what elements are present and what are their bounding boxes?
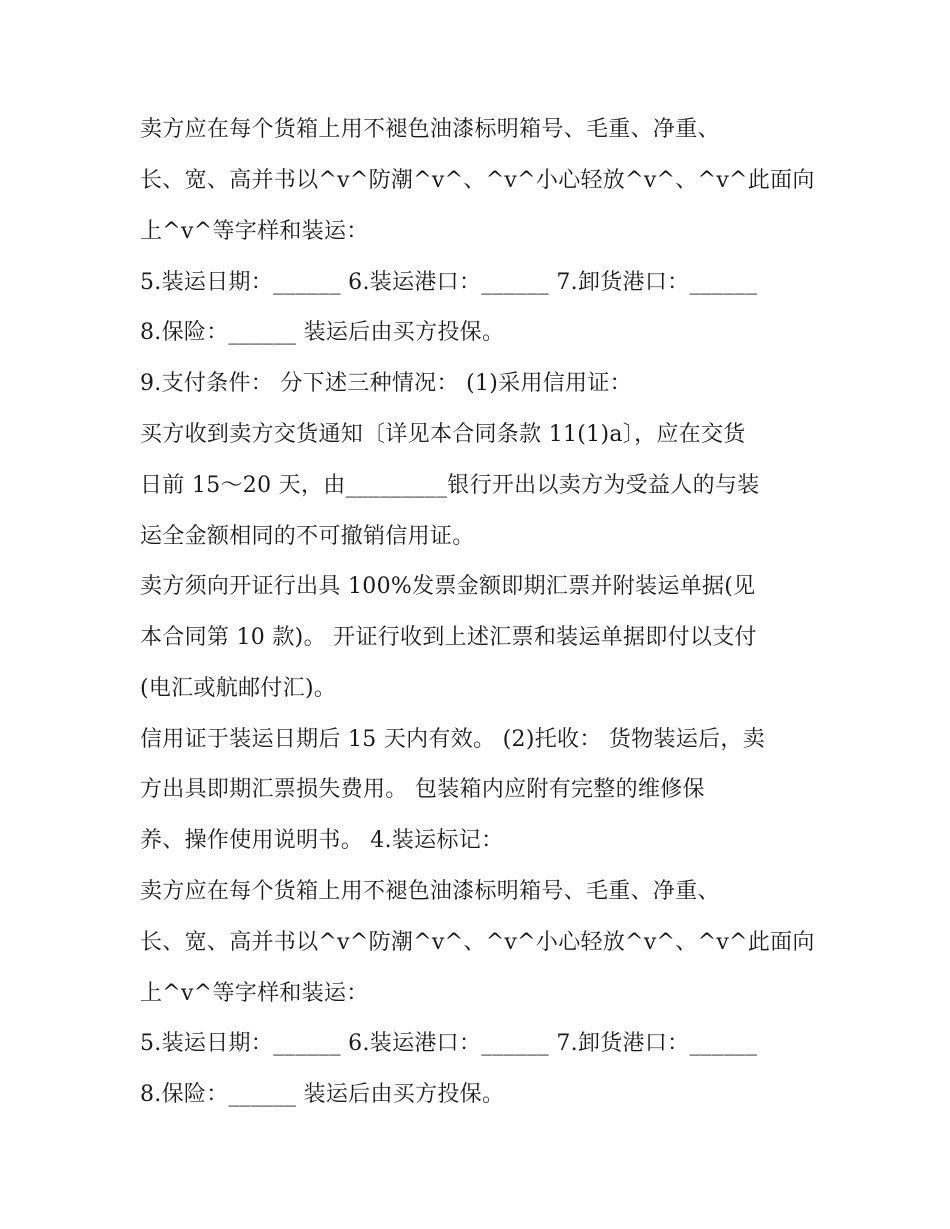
- text-line: 5.装运日期：______ 6.装运港口：______ 7.卸货港口：______: [140, 1031, 758, 1056]
- text-line: 卖方应在每个货箱上用不褪色油漆标明箱号、毛重、净重、: [140, 879, 720, 904]
- text-line: 信用证于装运日期后 15 天内有效。 (2)托收： 货物装运后，卖: [140, 727, 766, 752]
- text-line: 长、宽、高并书以^v^防潮^v^、^v^小心轻放^v^、^v^此面向: [140, 168, 815, 193]
- text-line: 8.保险：______ 装运后由买方投保。: [140, 320, 505, 345]
- text-line: 买方收到卖方交货通知〔详见本合同条款 11(1)a〕，应在交货: [140, 422, 746, 447]
- text-line: 运全金额相同的不可撤销信用证。: [140, 524, 475, 549]
- text-line: 8.保险：______ 装运后由买方投保。: [140, 1082, 505, 1107]
- text-line: 养、操作使用说明书。 4.装运标记：: [140, 828, 504, 853]
- text-line: 本合同第 10 款)。 开证行收到上述汇票和装运单据即付以支付: [140, 625, 757, 650]
- text-line: 上^v^等字样和装运：: [140, 219, 369, 244]
- text-line: 卖方须向开证行出具 100%发票金额即期汇票并附装运单据(见: [140, 574, 756, 599]
- text-line: (电汇或航邮付汇)。: [140, 676, 337, 701]
- text-line: 长、宽、高并书以^v^防潮^v^、^v^小心轻放^v^、^v^此面向: [140, 930, 815, 955]
- text-line: 5.装运日期：______ 6.装运港口：______ 7.卸货港口：______: [140, 270, 758, 295]
- text-line: 日前 15～20 天，由_________银行开出以卖方为受益人的与装: [140, 473, 760, 498]
- text-line: 卖方应在每个货箱上用不褪色油漆标明箱号、毛重、净重、: [140, 117, 720, 142]
- text-line: 方出具即期汇票损失费用。 包装箱内应附有完整的维修保: [140, 777, 705, 802]
- text-line: 9.支付条件： 分下述三种情况： (1)采用信用证：: [140, 371, 632, 396]
- text-line: 上^v^等字样和装运：: [140, 981, 369, 1006]
